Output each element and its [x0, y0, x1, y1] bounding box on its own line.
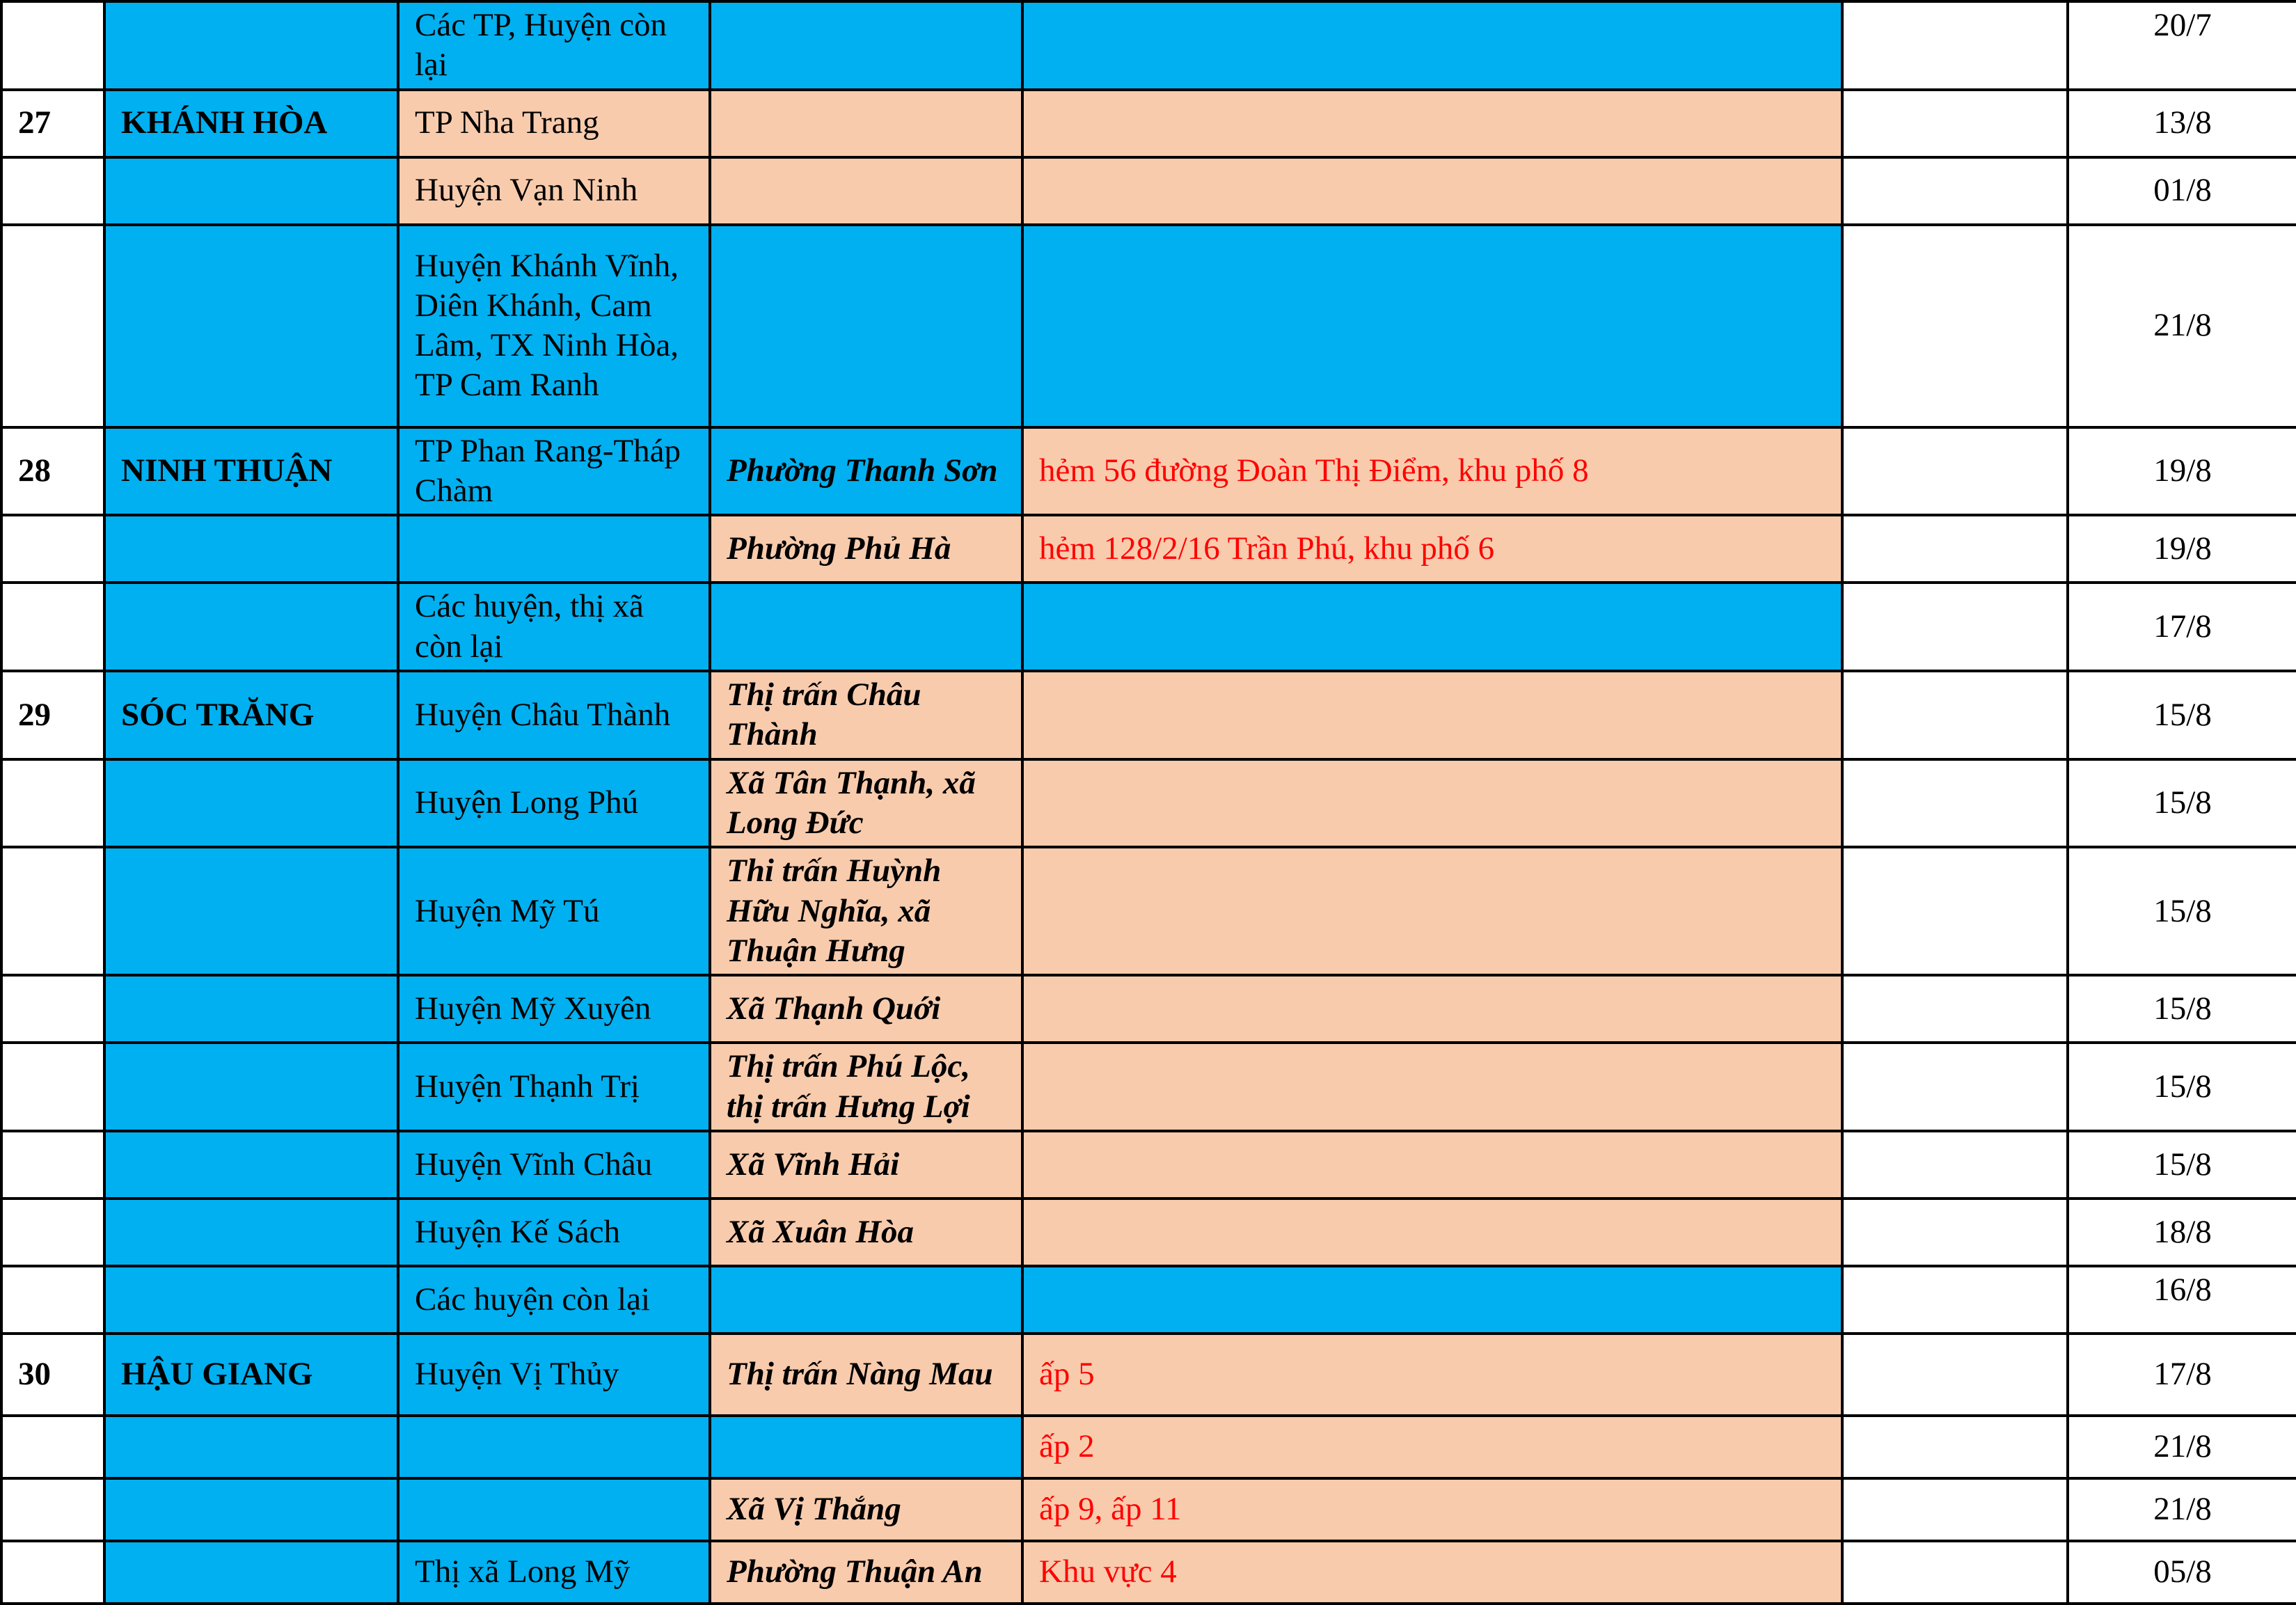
cell-address [1022, 975, 1842, 1043]
cell-no [1, 975, 104, 1043]
cell-note [1842, 1334, 2068, 1416]
cell-commune [710, 1416, 1022, 1478]
cell-note [1842, 1199, 2068, 1266]
cell-address: hẻm 56 đường Đoàn Thị Điểm, khu phố 8 [1022, 427, 1842, 516]
cell-date: 17/8 [2068, 1334, 2296, 1416]
cell-no [1, 1199, 104, 1266]
table-row [1, 1, 2296, 90]
cell-district [398, 515, 710, 583]
table-row [1, 157, 2296, 225]
cell-province [104, 1416, 398, 1478]
cell-note [1842, 157, 2068, 225]
table-row [1, 759, 2296, 848]
cell-province [104, 583, 398, 671]
cell-date: 21/8 [2068, 1478, 2296, 1541]
cell-date: 20/7 [2068, 1, 2296, 90]
cell-no: 29 [1, 671, 104, 759]
cell-province: KHÁNH HÒA [104, 90, 398, 157]
cell-address [1022, 847, 1842, 975]
cell-note [1842, 427, 2068, 516]
cell-address [1022, 1, 1842, 90]
cell-no [1, 1131, 104, 1199]
cell-note [1842, 583, 2068, 671]
cell-address: ấp 9, ấp 11 [1022, 1478, 1842, 1541]
cell-no [1, 1266, 104, 1334]
cell-address [1022, 1266, 1842, 1334]
cell-no [1, 1043, 104, 1131]
cell-no [1, 157, 104, 225]
cell-province [104, 225, 398, 427]
cell-no [1, 225, 104, 427]
cell-province [104, 1, 398, 90]
cell-district: Huyện Long Phú [398, 759, 710, 848]
cell-address [1022, 671, 1842, 759]
cell-date: 18/8 [2068, 1199, 2296, 1266]
table-row [1, 1266, 2296, 1334]
cell-address [1022, 583, 1842, 671]
cell-commune: Thị trấn Nàng Mau [710, 1334, 1022, 1416]
cell-commune: Phường Thanh Sơn [710, 427, 1022, 516]
cell-note [1842, 759, 2068, 848]
cell-date: 16/8 [2068, 1266, 2296, 1334]
cell-date: 19/8 [2068, 427, 2296, 516]
cell-district: Huyện Châu Thành [398, 671, 710, 759]
cell-district: TP Phan Rang-Tháp Chàm [398, 427, 710, 516]
cell-address [1022, 1043, 1842, 1131]
cell-commune: Xã Xuân Hòa [710, 1199, 1022, 1266]
cell-no [1, 1478, 104, 1541]
cell-district [398, 1478, 710, 1541]
cell-commune [710, 1266, 1022, 1334]
table-row [1, 90, 2296, 157]
cell-note [1842, 90, 2068, 157]
cell-commune [710, 1, 1022, 90]
cell-note [1842, 1266, 2068, 1334]
cell-province [104, 1043, 398, 1131]
cell-no: 28 [1, 427, 104, 516]
cell-district: Các huyện còn lại [398, 1266, 710, 1334]
cell-date: 15/8 [2068, 1043, 2296, 1131]
cell-commune: Xã Thạnh Quới [710, 975, 1022, 1043]
cell-date: 05/8 [2068, 1541, 2296, 1604]
cell-address [1022, 759, 1842, 848]
cell-province: SÓC TRĂNG [104, 671, 398, 759]
cell-date: 15/8 [2068, 671, 2296, 759]
cell-commune: Xã Vị Thắng [710, 1478, 1022, 1541]
cell-date: 15/8 [2068, 1131, 2296, 1199]
table-row [1, 583, 2296, 671]
cell-district [398, 1416, 710, 1478]
cell-date: 01/8 [2068, 157, 2296, 225]
cell-district: Huyện Vạn Ninh [398, 157, 710, 225]
cell-note [1842, 1043, 2068, 1131]
cell-note [1842, 1416, 2068, 1478]
cell-no [1, 1, 104, 90]
table-row [1, 1541, 2296, 1604]
cell-commune: Thị trấn Phú Lộc, thị trấn Hưng Lợi [710, 1043, 1022, 1131]
cell-date: 15/8 [2068, 759, 2296, 848]
cell-no [1, 583, 104, 671]
cell-date: 17/8 [2068, 583, 2296, 671]
cell-province [104, 1131, 398, 1199]
cell-district: Huyện Vị Thủy [398, 1334, 710, 1416]
cell-address: ấp 2 [1022, 1416, 1842, 1478]
cell-commune [710, 90, 1022, 157]
cell-address: Khu vực 4 [1022, 1541, 1842, 1604]
cell-province [104, 157, 398, 225]
cell-note [1842, 515, 2068, 583]
cell-address [1022, 225, 1842, 427]
cell-no: 27 [1, 90, 104, 157]
cell-commune: Phường Phủ Hà [710, 515, 1022, 583]
cell-province [104, 1478, 398, 1541]
cell-note [1842, 1541, 2068, 1604]
table-row [1, 1131, 2296, 1199]
cell-address: hẻm 128/2/16 Trần Phú, khu phố 6 [1022, 515, 1842, 583]
cell-no [1, 515, 104, 583]
cell-province [104, 515, 398, 583]
cell-address [1022, 157, 1842, 225]
table-row [1, 671, 2296, 759]
table-row [1, 427, 2296, 516]
cell-commune [710, 225, 1022, 427]
table-row [1, 1199, 2296, 1266]
cell-district: Huyện Thạnh Trị [398, 1043, 710, 1131]
cell-province [104, 759, 398, 848]
cell-province [104, 1199, 398, 1266]
table-row [1, 515, 2296, 583]
cell-date: 19/8 [2068, 515, 2296, 583]
table-row [1, 1043, 2296, 1131]
cell-province [104, 1541, 398, 1604]
cell-date: 15/8 [2068, 847, 2296, 975]
cell-commune: Phường Thuận An [710, 1541, 1022, 1604]
cell-district: Huyện Mỹ Tú [398, 847, 710, 975]
cell-note [1842, 1478, 2068, 1541]
cell-commune: Xã Vĩnh Hải [710, 1131, 1022, 1199]
cell-date: 13/8 [2068, 90, 2296, 157]
cell-commune: Xã Tân Thạnh, xã Long Đức [710, 759, 1022, 848]
cell-date: 21/8 [2068, 1416, 2296, 1478]
cell-note [1842, 847, 2068, 975]
cell-no [1, 847, 104, 975]
cell-address [1022, 90, 1842, 157]
cell-address [1022, 1131, 1842, 1199]
cell-district: Huyện Khánh Vĩnh, Diên Khánh, Cam Lâm, TX Ninh Hòa, TP Cam Ranh [398, 225, 710, 427]
cell-province [104, 975, 398, 1043]
cell-province: HẬU GIANG [104, 1334, 398, 1416]
table-row [1, 1478, 2296, 1541]
cell-district: TP Nha Trang [398, 90, 710, 157]
cell-commune: Thị trấn Châu Thành [710, 671, 1022, 759]
cell-district: Thị xã Long Mỹ [398, 1541, 710, 1604]
cell-province [104, 1266, 398, 1334]
cell-note [1842, 671, 2068, 759]
cell-date: 15/8 [2068, 975, 2296, 1043]
cell-address: ấp 5 [1022, 1334, 1842, 1416]
cell-address [1022, 1199, 1842, 1266]
table-row [1, 1416, 2296, 1478]
table-row [1, 975, 2296, 1043]
cell-note [1842, 975, 2068, 1043]
table-row [1, 225, 2296, 427]
cell-no: 30 [1, 1334, 104, 1416]
cell-commune [710, 157, 1022, 225]
cell-date: 21/8 [2068, 225, 2296, 427]
cell-no [1, 1541, 104, 1604]
cell-note [1842, 1131, 2068, 1199]
cell-no [1, 759, 104, 848]
cell-commune: Thi trấn Huỳnh Hữu Nghĩa, xã Thuận Hưng [710, 847, 1022, 975]
table-row [1, 847, 2296, 975]
cell-district: Huyện Mỹ Xuyên [398, 975, 710, 1043]
cell-district: Huyện Kế Sách [398, 1199, 710, 1266]
cell-note [1842, 225, 2068, 427]
cell-district: Các huyện, thị xã còn lại [398, 583, 710, 671]
cell-district: Huyện Vĩnh Châu [398, 1131, 710, 1199]
cell-note [1842, 1, 2068, 90]
cell-province [104, 847, 398, 975]
cell-district: Các TP, Huyện còn lại [398, 1, 710, 90]
cell-province: NINH THUẬN [104, 427, 398, 516]
cell-no [1, 1416, 104, 1478]
table-row [1, 1334, 2296, 1416]
cell-commune [710, 583, 1022, 671]
